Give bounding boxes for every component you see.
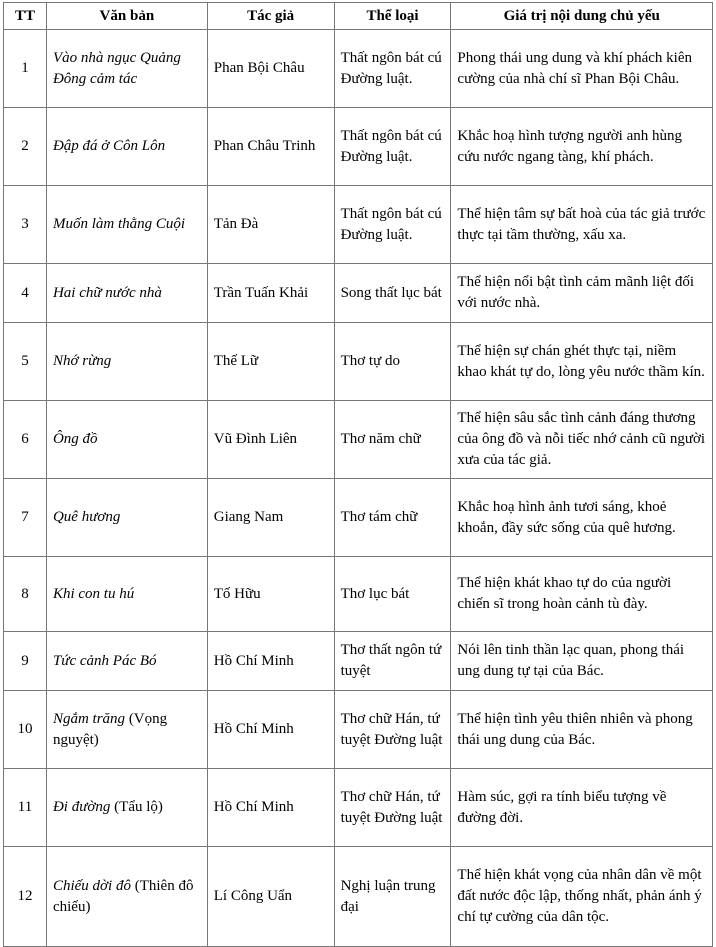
row-number: 9 — [4, 632, 47, 691]
genre-cell: Thất ngôn bát cú Đường luật. — [334, 30, 451, 108]
content-value-cell: Thể hiện tình yêu thiên nhiên và phong thái ung dung của Bác. — [451, 691, 713, 769]
work-original-title: (Vọng nguyệt) — [52, 710, 168, 748]
table-row — [4, 264, 713, 323]
work-title-cell — [46, 847, 207, 947]
table-row — [4, 186, 713, 264]
header-gia-tri: Giá trị nội dung chủ yếu — [451, 3, 713, 30]
content-value-cell: Nói lên tinh thần lạc quan, phong thái ung dung tự tại của Bác. — [451, 632, 713, 691]
content-value-cell: Thể hiện sâu sắc tình cảnh đáng thương của ông đồ và nỗi tiếc nhớ cảnh cũ người xưa của tác giả. — [451, 401, 713, 479]
work-title-cell — [46, 186, 207, 264]
work-title: Ngắm trăng — [52, 710, 126, 727]
work-title: Tức cảnh Pác Bó — [52, 652, 157, 669]
work-title: Đập đá ở Côn Lôn — [52, 138, 166, 154]
table-row — [4, 691, 713, 769]
work-title: Đi đường — [52, 799, 111, 815]
row-number: 6 — [4, 401, 47, 479]
work-title-cell — [46, 323, 207, 401]
genre-cell: Thất ngôn bát cú Đường luật. — [334, 108, 451, 186]
author-cell: Phan Bội Châu — [207, 30, 334, 108]
content-value-cell: Khắc hoạ hình tượng người anh hùng cứu nước ngang tàng, khí phách. — [451, 108, 713, 186]
author-cell: Hồ Chí Minh — [207, 632, 334, 691]
row-number: 7 — [4, 479, 47, 557]
work-title-cell — [46, 557, 207, 632]
genre-cell: Thơ năm chữ — [334, 401, 451, 479]
genre-cell: Thất ngôn bát cú Đường luật. — [334, 186, 451, 264]
work-title-cell — [46, 479, 207, 557]
row-number: 3 — [4, 186, 47, 264]
author-cell: Giang Nam — [207, 479, 334, 557]
work-title: Hai chữ nước nhà — [52, 284, 162, 301]
author-cell: Tản Đà — [207, 186, 334, 264]
work-original-title: (Thiên đô chiếu) — [52, 877, 194, 915]
author-cell: Phan Châu Trinh — [207, 108, 334, 186]
table-row — [4, 108, 713, 186]
work-original-title: (Tẩu lộ) — [110, 799, 163, 815]
content-value-cell: Thể hiện sự chán ghét thực tại, niềm khao khát tự do, lòng yêu nước thầm kín. — [451, 323, 713, 401]
work-title-cell — [46, 769, 207, 847]
content-value-cell: Khắc hoạ hình ảnh tươi sáng, khoẻ khoắn, đầy sức sống của quê hương. — [451, 479, 713, 557]
author-cell: Tố Hữu — [207, 557, 334, 632]
header-the-loai: Thể loại — [334, 3, 451, 30]
work-title-cell — [46, 30, 207, 108]
author-cell: Trần Tuấn Khải — [207, 264, 334, 323]
row-number: 1 — [4, 30, 47, 108]
author-cell: Lí Công Uẩn — [207, 847, 334, 947]
work-title-cell — [46, 632, 207, 691]
header-tac-gia: Tác giả — [207, 3, 334, 30]
content-value-cell: Thể hiện khát vọng của nhân dân về một đất nước độc lập, thống nhất, phản ánh ý chí tự cường của dân tộc. — [451, 847, 713, 947]
work-title-cell — [46, 691, 207, 769]
header-row — [4, 3, 713, 30]
author-cell: Hồ Chí Minh — [207, 691, 334, 769]
content-value-cell: Phong thái ung dung và khí phách kiên cường của nhà chí sĩ Phan Bội Châu. — [451, 30, 713, 108]
table-row — [4, 479, 713, 557]
genre-cell: Nghị luận trung đại — [334, 847, 451, 947]
content-value-cell: Thể hiện nổi bật tình cảm mãnh liệt đối với nước nhà. — [451, 264, 713, 323]
literature-summary-table — [3, 2, 713, 947]
row-number: 8 — [4, 557, 47, 632]
row-number: 4 — [4, 264, 47, 323]
row-number: 10 — [4, 691, 47, 769]
work-title: Muốn làm thằng Cuội — [52, 216, 186, 232]
genre-cell: Thơ tự do — [334, 323, 451, 401]
genre-cell: Song thất lục bát — [334, 264, 451, 323]
genre-cell: Thơ chữ Hán, tứ tuyệt Đường luật — [334, 691, 451, 769]
content-value-cell: Thể hiện tâm sự bất hoà của tác giả trước thực tại tầm thường, xấu xa. — [451, 186, 713, 264]
row-number: 12 — [4, 847, 47, 947]
table-row — [4, 847, 713, 947]
table-body — [4, 30, 713, 947]
work-title-cell — [46, 401, 207, 479]
genre-cell: Thơ tám chữ — [334, 479, 451, 557]
work-title: Chiếu dời đô — [52, 877, 131, 894]
work-title: Quê hương — [52, 509, 121, 525]
work-title: Vào nhà ngục Quảng Đông cảm tác — [52, 49, 181, 87]
table-row — [4, 323, 713, 401]
work-title: Khi con tu hú — [52, 585, 135, 602]
work-title-cell — [46, 264, 207, 323]
genre-cell: Thơ chữ Hán, tứ tuyệt Đường luật — [334, 769, 451, 847]
table-row — [4, 30, 713, 108]
work-title-cell — [46, 108, 207, 186]
row-number: 2 — [4, 108, 47, 186]
table-row — [4, 769, 713, 847]
table-row — [4, 557, 713, 632]
genre-cell: Thơ lục bát — [334, 557, 451, 632]
work-title: Nhớ rừng — [52, 353, 112, 369]
row-number: 5 — [4, 323, 47, 401]
content-value-cell: Thể hiện khát khao tự do của người chiến sĩ trong hoàn cảnh tù đày. — [451, 557, 713, 632]
table-row — [4, 632, 713, 691]
author-cell: Thế Lữ — [207, 323, 334, 401]
work-title: Ông đồ — [52, 431, 98, 447]
header-van-ban: Văn bản — [46, 3, 207, 30]
author-cell: Hồ Chí Minh — [207, 769, 334, 847]
row-number: 11 — [4, 769, 47, 847]
content-value-cell: Hàm súc, gợi ra tính biểu tượng về đường đời. — [451, 769, 713, 847]
genre-cell: Thơ thất ngôn tứ tuyệt — [334, 632, 451, 691]
author-cell: Vũ Đình Liên — [207, 401, 334, 479]
header-tt: TT — [4, 3, 47, 30]
table-row — [4, 401, 713, 479]
